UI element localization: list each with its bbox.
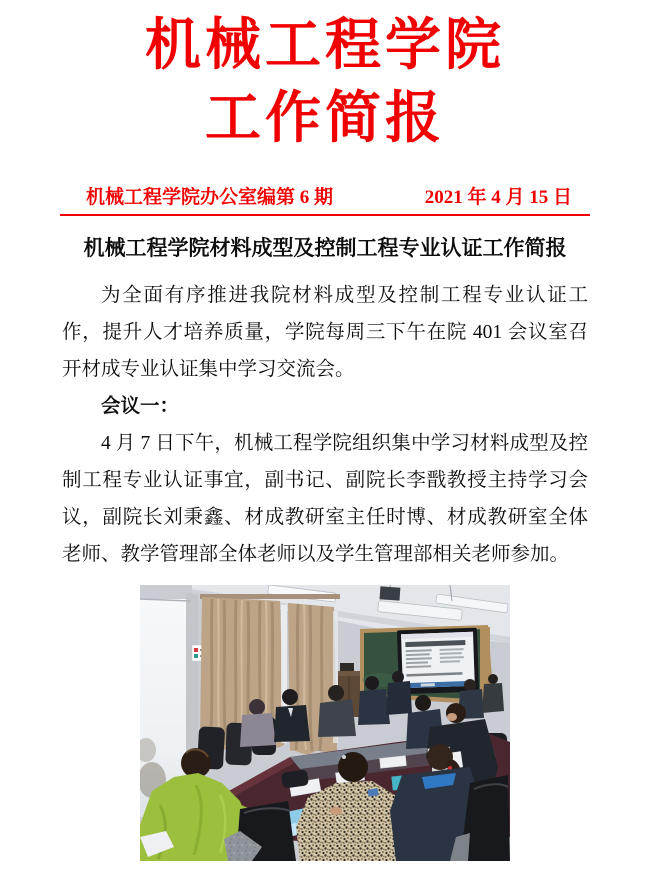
- paragraph-meeting-one: 4 月 7 日下午，机械工程学院组织集中学习材料成型及控制工程专业认证事宜，副书记、副院长李戬教授主持学习会议，副院长刘秉鑫、材成教研室主任时博、材成教研室全体老师、教学管理部全体老师以及学生管理部相关老师参加。: [62, 433, 588, 565]
- document-title-line1: 机械工程学院: [145, 13, 505, 76]
- document-title: [0, 8, 650, 154]
- meeting-photo: [140, 585, 510, 861]
- paragraph-intro: 为全面有序推进我院材料成型及控制工程专业认证工作，提升人才培养质量，学院每周三下午在院 401 会议室召开材成专业认证集中学习交流会。: [62, 285, 588, 380]
- meeting-photo-illustration: [140, 585, 510, 861]
- document-title-line2: 工作简报: [205, 86, 445, 149]
- projector-box-icon: [380, 586, 401, 600]
- masthead-issue-number: 机械工程学院办公室编第 6 期: [86, 187, 334, 208]
- section-subhead: 会议一：: [101, 396, 180, 417]
- article-headline: 机械工程学院材料成型及控制工程专业认证工作简报: [83, 236, 567, 260]
- masthead-rule: [60, 186, 590, 216]
- masthead-date: 2021 年 4 月 15 日: [424, 187, 572, 208]
